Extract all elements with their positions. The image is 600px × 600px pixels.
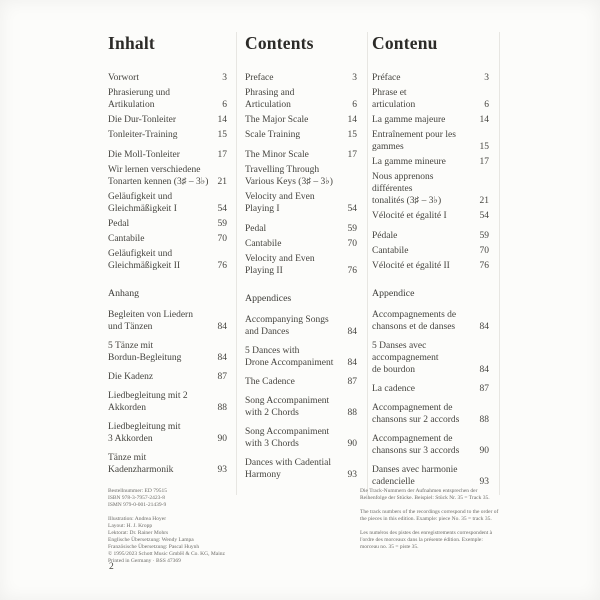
toc-group xyxy=(245,72,357,141)
toc-entry xyxy=(245,129,357,141)
toc-entry-title: Accompagnement de chansons sur 2 accords xyxy=(372,403,460,425)
toc-entry-page-number: 76 xyxy=(479,261,489,271)
toc-entry-page-number: 15 xyxy=(217,130,227,140)
toc-entry-page-number: 6 xyxy=(352,100,357,110)
toc-entry-page-number: 54 xyxy=(347,204,357,214)
toc-entry xyxy=(108,390,227,414)
toc-entry-page-number: 70 xyxy=(479,246,489,256)
toc-entry-title: Cantabile xyxy=(245,239,282,249)
toc-entry xyxy=(108,233,227,245)
toc-entry-page-number: 87 xyxy=(347,377,357,387)
track-notes-block xyxy=(360,488,500,558)
imprint-line: Englische Übersetzung: Wendy Lampa xyxy=(108,537,194,543)
toc-entry-title: The Minor Scale xyxy=(245,150,309,160)
toc-entry xyxy=(245,253,357,277)
toc-group xyxy=(372,72,489,222)
toc-entry xyxy=(372,260,489,272)
toc-section-label: Appendices xyxy=(245,293,292,304)
toc-entry xyxy=(108,309,227,333)
toc-entry-title: Geläufigkeit und Gleichmäßigkeit II xyxy=(108,249,181,271)
toc-entry-page-number: 88 xyxy=(347,408,357,418)
toc-entry-page-number: 84 xyxy=(347,327,357,337)
toc-column-0 xyxy=(108,32,237,495)
toc-entry xyxy=(372,210,489,222)
toc-group xyxy=(108,149,227,272)
toc-entry xyxy=(108,164,227,188)
toc-entry-page-number: 84 xyxy=(479,365,489,375)
toc-entry xyxy=(108,218,227,230)
toc-entry-page-number: 84 xyxy=(347,358,357,368)
toc-entry-title: The Major Scale xyxy=(245,115,309,125)
toc-entry-title: Accompagnements de chansons et de danses xyxy=(372,310,457,332)
imprint-lines xyxy=(108,516,258,565)
toc-entry-title: Die Kadenz xyxy=(108,372,154,382)
toc-entry-title: La gamme mineure xyxy=(372,157,446,167)
page-number: 2 xyxy=(109,562,114,572)
toc-entry xyxy=(245,376,357,388)
toc-entry xyxy=(245,426,357,450)
toc-entry-title: Danses avec harmonie cadencielle xyxy=(372,465,458,487)
toc-entry-title: 5 Danses avec accompagnement de bourdon xyxy=(372,341,439,375)
toc-group xyxy=(245,314,357,481)
toc-entry xyxy=(108,371,227,383)
toc-entry-title: Pedal xyxy=(245,224,267,234)
imprint-block xyxy=(108,488,258,572)
toc-group xyxy=(372,230,489,272)
toc-entry-page-number: 6 xyxy=(222,100,227,110)
toc-entry-page-number: 84 xyxy=(479,322,489,332)
toc-entry xyxy=(372,245,489,257)
toc-entry-title: Vélocité et égalité I xyxy=(372,211,447,221)
toc-column-title: Inhalt xyxy=(108,33,155,53)
toc-entry-page-number: 15 xyxy=(479,142,489,152)
imprint-line: ISMN 979-0-001-21439-9 xyxy=(108,502,167,508)
toc-entry-title: Song Accompaniment with 3 Chords xyxy=(245,427,330,449)
toc-entry-page-number: 17 xyxy=(479,157,489,167)
toc-entry-page-number: 88 xyxy=(479,415,489,425)
toc-entry xyxy=(245,457,357,481)
toc-entry-title: Accompanying Songs and Dances xyxy=(245,315,329,337)
toc-entry-title: Tänze mit Kadenzharmonik xyxy=(108,453,174,475)
toc-column-title: Contenu xyxy=(372,33,438,53)
toc-entry-page-number: 17 xyxy=(217,150,227,160)
toc-entry-page-number: 14 xyxy=(217,115,227,125)
toc-entry xyxy=(108,191,227,215)
toc-group xyxy=(245,149,357,215)
toc-entry xyxy=(372,464,489,488)
toc-entry-page-number: 93 xyxy=(479,477,489,487)
toc-entry-page-number: 3 xyxy=(222,73,227,83)
imprint-line: ISBN 978-3-7957-2423-8 xyxy=(108,495,165,501)
toc-group xyxy=(372,309,489,488)
track-note-paragraph: Die Track-Nummern der Aufnahmen entsprechen der Reihenfolge der Stücke. Beispiel: Stück Nr. 35 = Track 35. xyxy=(360,488,490,501)
toc-group xyxy=(245,223,357,277)
toc-entry-page-number: 14 xyxy=(479,115,489,125)
imprint-line: Layout: H. J. Kropp xyxy=(108,523,153,529)
toc-entry-page-number: 59 xyxy=(347,224,357,234)
toc-entry-title: Liedbegleitung mit 2 Akkorden xyxy=(108,391,188,413)
imprint-line: Printed in Germany · BSS 47369 xyxy=(108,558,181,564)
toc-entry xyxy=(372,129,489,153)
toc-entry-title: Velocity and Even Playing I xyxy=(245,192,315,214)
toc-entry-title: Phrasierung und Artikulation xyxy=(108,88,171,110)
imprint-line: Bestellnummer: ED 79515 xyxy=(108,488,167,494)
toc-entry-title: Travelling Through Various Keys (3♯ – 3♭) xyxy=(245,165,333,187)
toc-entry-page-number: 21 xyxy=(217,177,227,187)
toc-entry-page-number: 87 xyxy=(479,384,489,394)
toc-entry-page-number: 93 xyxy=(347,470,357,480)
toc-entry xyxy=(372,402,489,426)
toc-entry-title: Die Dur-Tonleiter xyxy=(108,115,176,125)
toc-entry xyxy=(108,149,227,161)
toc-entry xyxy=(372,114,489,126)
toc-entry-page-number: 76 xyxy=(217,261,227,271)
toc-entry-page-number: 93 xyxy=(217,465,227,475)
toc-entry-page-number: 70 xyxy=(217,234,227,244)
toc-entry-page-number: 14 xyxy=(347,115,357,125)
toc-column-1 xyxy=(237,32,368,495)
toc-entry-title: Geläufigkeit und Gleichmäßigkeit I xyxy=(108,192,177,214)
toc-entry-page-number: 70 xyxy=(347,239,357,249)
track-note-paragraph: Les numéros des pistes des enregistrements correspondent à l'ordre des morceaux dans la présente édition. Exemple: morceau no. 35 = piste 35. xyxy=(360,530,493,550)
toc-entry xyxy=(245,223,357,235)
toc-entry-title: Nous apprenons différentes tonalités (3♯ – 3♭) xyxy=(372,172,442,206)
imprint-line: Illustration: Andrea Hoyer xyxy=(108,516,167,522)
toc-entry-page-number: 90 xyxy=(217,434,227,444)
toc-section-label: Appendice xyxy=(372,288,415,299)
toc-entry-page-number: 3 xyxy=(352,73,357,83)
toc-entry xyxy=(108,72,227,84)
toc-entry xyxy=(245,87,357,111)
toc-group xyxy=(108,309,227,476)
toc-entry-title: Tonleiter-Training xyxy=(108,130,178,140)
toc-entry-page-number: 90 xyxy=(347,439,357,449)
toc-entry-title: 5 Tänze mit Bordun-Begleitung xyxy=(108,341,182,363)
toc-entry xyxy=(372,309,489,333)
toc-entry xyxy=(372,156,489,168)
toc-entry xyxy=(245,164,357,188)
toc-entry-title: Liedbegleitung mit 3 Akkorden xyxy=(108,422,181,444)
toc-entry xyxy=(245,314,357,338)
toc-entry-title: Scale Training xyxy=(245,130,301,140)
toc-entry xyxy=(108,87,227,111)
toc-entry-title: Accompagnement de chansons sur 3 accords xyxy=(372,434,460,456)
toc-entry-page-number: 84 xyxy=(217,353,227,363)
toc-entry-title: Cantabile xyxy=(108,234,145,244)
toc-entry-title: Pédale xyxy=(372,231,398,241)
toc-entry-title: Begleiten von Liedern und Tänzen xyxy=(108,310,193,332)
toc-entry xyxy=(245,72,357,84)
toc-entry-title: Song Accompaniment with 2 Chords xyxy=(245,396,330,418)
toc-section-label: Anhang xyxy=(108,288,140,299)
toc-entry-title: The Cadence xyxy=(245,377,295,387)
toc-entry xyxy=(245,345,357,369)
track-note-paragraph: The track numbers of the recordings correspond to the order of the pieces in this edition. Example: piece No. 35 = track 35. xyxy=(360,509,499,522)
toc-entry xyxy=(108,248,227,272)
toc-entry-page-number: 17 xyxy=(347,150,357,160)
toc-entry-title: 5 Dances with Drone Accompaniment xyxy=(245,346,334,368)
toc-group xyxy=(108,72,227,141)
toc-entry xyxy=(372,72,489,84)
toc-entry-page-number: 90 xyxy=(479,446,489,456)
toc-entry xyxy=(245,114,357,126)
toc-entry-title: Entraînement pour les gammes xyxy=(372,130,456,152)
toc-entry xyxy=(372,171,489,207)
toc-entry xyxy=(108,452,227,476)
toc-entry-page-number: 76 xyxy=(347,266,357,276)
toc-entry-title: Phrasing and Articulation xyxy=(245,88,295,110)
imprint-lines xyxy=(108,488,258,509)
toc-column-title: Contents xyxy=(245,33,314,53)
toc-entry-title: La cadence xyxy=(372,384,415,394)
toc-entry xyxy=(245,238,357,250)
toc-entry-page-number: 88 xyxy=(217,403,227,413)
toc-entry xyxy=(372,340,489,376)
toc-entry-page-number: 21 xyxy=(479,196,489,206)
toc-entry xyxy=(108,421,227,445)
toc-entry-page-number: 59 xyxy=(479,231,489,241)
toc-entry-page-number: 59 xyxy=(217,219,227,229)
toc-entry-page-number: 3 xyxy=(484,73,489,83)
toc-entry-page-number: 15 xyxy=(347,130,357,140)
toc-entry-page-number: 6 xyxy=(484,100,489,110)
toc-entry xyxy=(372,383,489,395)
toc-entry-title: Préface xyxy=(372,73,401,83)
imprint-line: © 1995/2023 Schott Music GmbH & Co. KG, Mainz xyxy=(108,551,225,557)
toc-entry-title: Vélocité et égalité II xyxy=(372,261,450,271)
toc-column-2 xyxy=(368,32,500,495)
toc-entry-title: Dances with Cadential Harmony xyxy=(245,458,332,480)
toc-entry xyxy=(372,433,489,457)
toc-entry-page-number: 54 xyxy=(217,204,227,214)
toc-entry-title: Wir lernen verschiedene Tonarten kennen (3♯ – 3♭) xyxy=(108,165,209,187)
toc-entry-page-number: 54 xyxy=(479,211,489,221)
toc-entry-title: Phrase et articulation xyxy=(372,88,416,110)
imprint-line: Lektorat: Dr. Rainer Mohrs xyxy=(108,530,169,536)
table-of-contents xyxy=(108,32,500,495)
toc-entry-title: La gamme majeure xyxy=(372,115,446,125)
toc-entry-page-number: 87 xyxy=(217,372,227,382)
toc-entry-title: Vorwort xyxy=(108,73,139,83)
toc-entry xyxy=(372,230,489,242)
toc-entry xyxy=(245,395,357,419)
imprint-line: Französische Übersetzung: Pascal Huynh xyxy=(108,544,200,550)
toc-entry xyxy=(245,191,357,215)
toc-entry-title: Preface xyxy=(245,73,274,83)
toc-entry xyxy=(245,149,357,161)
toc-entry-title: Cantabile xyxy=(372,246,409,256)
toc-entry-title: Velocity and Even Playing II xyxy=(245,254,315,276)
toc-entry-title: Die Moll-Tonleiter xyxy=(108,150,180,160)
toc-entry xyxy=(108,129,227,141)
toc-entry xyxy=(108,340,227,364)
toc-entry-title: Pedal xyxy=(108,219,130,229)
toc-entry xyxy=(108,114,227,126)
toc-entry xyxy=(372,87,489,111)
toc-entry-page-number: 84 xyxy=(217,322,227,332)
